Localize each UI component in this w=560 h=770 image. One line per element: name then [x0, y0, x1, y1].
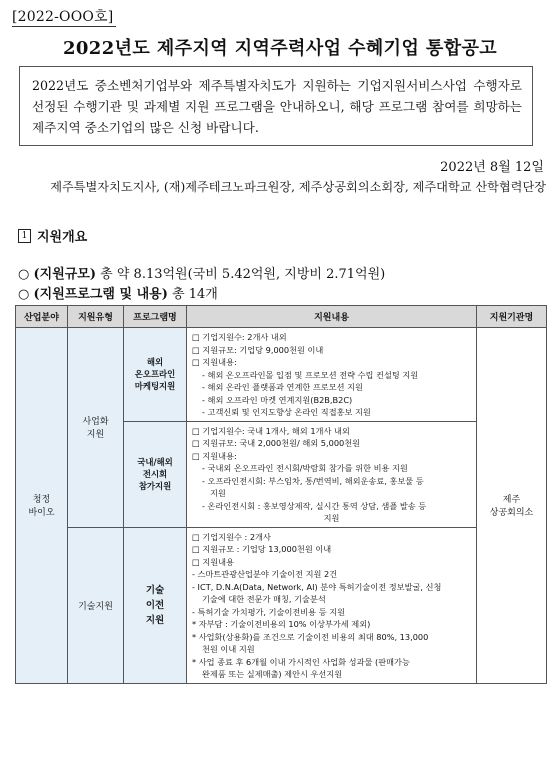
program-content-cell	[187, 527, 477, 683]
announcement-date: 2022년 8월 12일	[440, 160, 544, 175]
section-title: 지원개요	[37, 230, 88, 245]
header-agency: 지원기관명	[477, 306, 547, 328]
header-type: 지원유형	[68, 306, 124, 328]
program-name-cell: 기술 이전 지원	[124, 527, 187, 683]
header-program: 프로그램명	[124, 306, 187, 328]
content-line: 완제품 또는 실제매출) 제안시 우선지원	[202, 669, 343, 679]
type-cell-commercialization: 사업화 지원	[68, 328, 124, 528]
agency-cell: 제주 상공회의소	[477, 328, 547, 684]
content-line: * 사업 종료 후 6개월 이내 가시적인 사업화 성과물 (판매가능	[192, 656, 410, 667]
bullet-marker: ○	[18, 267, 30, 282]
table-row	[16, 328, 547, 422]
content-line: * 사업화(상용화)를 조건으로 기술이전 비용의 최대 80%, 13,000	[192, 631, 429, 642]
content-line: 천원 이내 지원	[202, 644, 255, 654]
program-content-cell	[187, 421, 477, 527]
program-name-cell: 해외 온오프라인 마케팅지원	[124, 328, 187, 422]
content-line: □ 지원규모: 국내 2,000천원/ 해외 5,000천원	[192, 438, 361, 448]
header-industry: 산업분야	[16, 306, 68, 328]
industry-cell: 청정 바이오	[16, 328, 68, 684]
bullet-marker: ○	[18, 287, 30, 302]
content-line: - ICT, D.N.A(Data, Network, AI) 분야 특허기술이전 정보발굴, 신청	[192, 581, 442, 592]
bullet-label: (지원프로그램 및 내용)	[33, 287, 168, 302]
content-line: □ 지원내용:	[192, 450, 237, 461]
table-row	[16, 527, 547, 683]
content-line: □ 지원내용:	[192, 357, 237, 367]
program-content-cell	[187, 328, 477, 422]
issuing-organizations: 제주특별자치도지사, (재)제주테크노파크원장, 제주상공회의소회장, 제주대학교 산학협력단장	[50, 180, 546, 194]
bullet-label: (지원규모)	[33, 267, 97, 282]
program-name-cell: 국내/해외 전시회 참가지원	[124, 421, 187, 527]
section-heading	[18, 226, 87, 245]
content-line: - 특허기술 가치평가, 기술이전비용 등 지원	[192, 606, 346, 617]
document-number-underline	[12, 26, 116, 27]
content-line: 지원	[210, 488, 226, 498]
content-line: - 해외 온오프라인몰 입점 및 프로모션 전략 수립 컨설팅 지원	[202, 369, 419, 380]
content-line: - 국내외 온오프라인 전시회/박람회 참가를 위한 비용 지원	[202, 463, 408, 473]
section-number-box: 1	[18, 229, 31, 243]
content-line: □ 기업지원수: 2개사 내외	[192, 332, 287, 342]
bullet-text: 총 14개	[172, 287, 218, 302]
content-line: - 해외 온라인 플랫폼과 연계한 프로모션 지원	[202, 382, 363, 392]
table-header-row	[16, 306, 547, 328]
program-table	[15, 305, 547, 684]
content-line: - 오프라인전시회: 부스임차, 통/번역비, 해외운송료, 홍보물 등	[202, 475, 424, 486]
document-number: [2022-OOO호]	[12, 9, 114, 25]
bullet-budget	[18, 263, 385, 282]
content-line: 지원	[323, 513, 340, 523]
content-line: □ 지원내용	[192, 556, 234, 567]
content-line: - 스마트관광산업분야 기술이전 지원 2건	[192, 569, 338, 579]
bullet-programs	[18, 283, 218, 302]
content-line: - 온라인전시회 : 홍보영상제작, 실시간 통역 상담, 샘플 발송 등	[202, 500, 427, 511]
content-line: * 자부담 : 기술이전비용의 10% 이상부가세 제외)	[192, 619, 371, 629]
content-line: - 고객신뢰 및 인지도향상 온라인 직접홍보 지원	[202, 407, 371, 417]
content-line: □ 기업지원수: 국내 1개사, 해외 1개사 내외	[192, 425, 350, 436]
content-line: □ 지원규모: 기업당 9,000천원 이내	[192, 344, 324, 355]
content-line: □ 지원규모 : 기업당 13,000천원 이내	[192, 544, 332, 554]
header-content: 지원내용	[187, 306, 477, 328]
content-line: - 해외 오프라인 마켓 연계지원(B2B,B2C)	[202, 394, 353, 405]
page-title: 2022년도 제주지역 지역주력사업 수혜기업 통합공고	[62, 38, 498, 59]
type-cell-tech: 기술지원	[68, 527, 124, 683]
content-line: 기술에 대한 전문가 매칭, 기술분석	[202, 594, 326, 604]
bullet-text: 총 약 8.13억원(국비 5.42억원, 지방비 2.71억원)	[100, 267, 386, 282]
intro-box: 2022년도 중소벤처기업부와 제주특별자치도가 지원하는 기업지원서비스사업 수행자로 선정된 수행기관 및 과제별 지원 프로그램을 안내하오니, 해당 프로그램 참여를 희망하는 제주지역 중소기업의 많은 신청 바랍니다.	[19, 66, 533, 146]
content-line: □ 기업지원수 : 2개사	[192, 531, 271, 542]
